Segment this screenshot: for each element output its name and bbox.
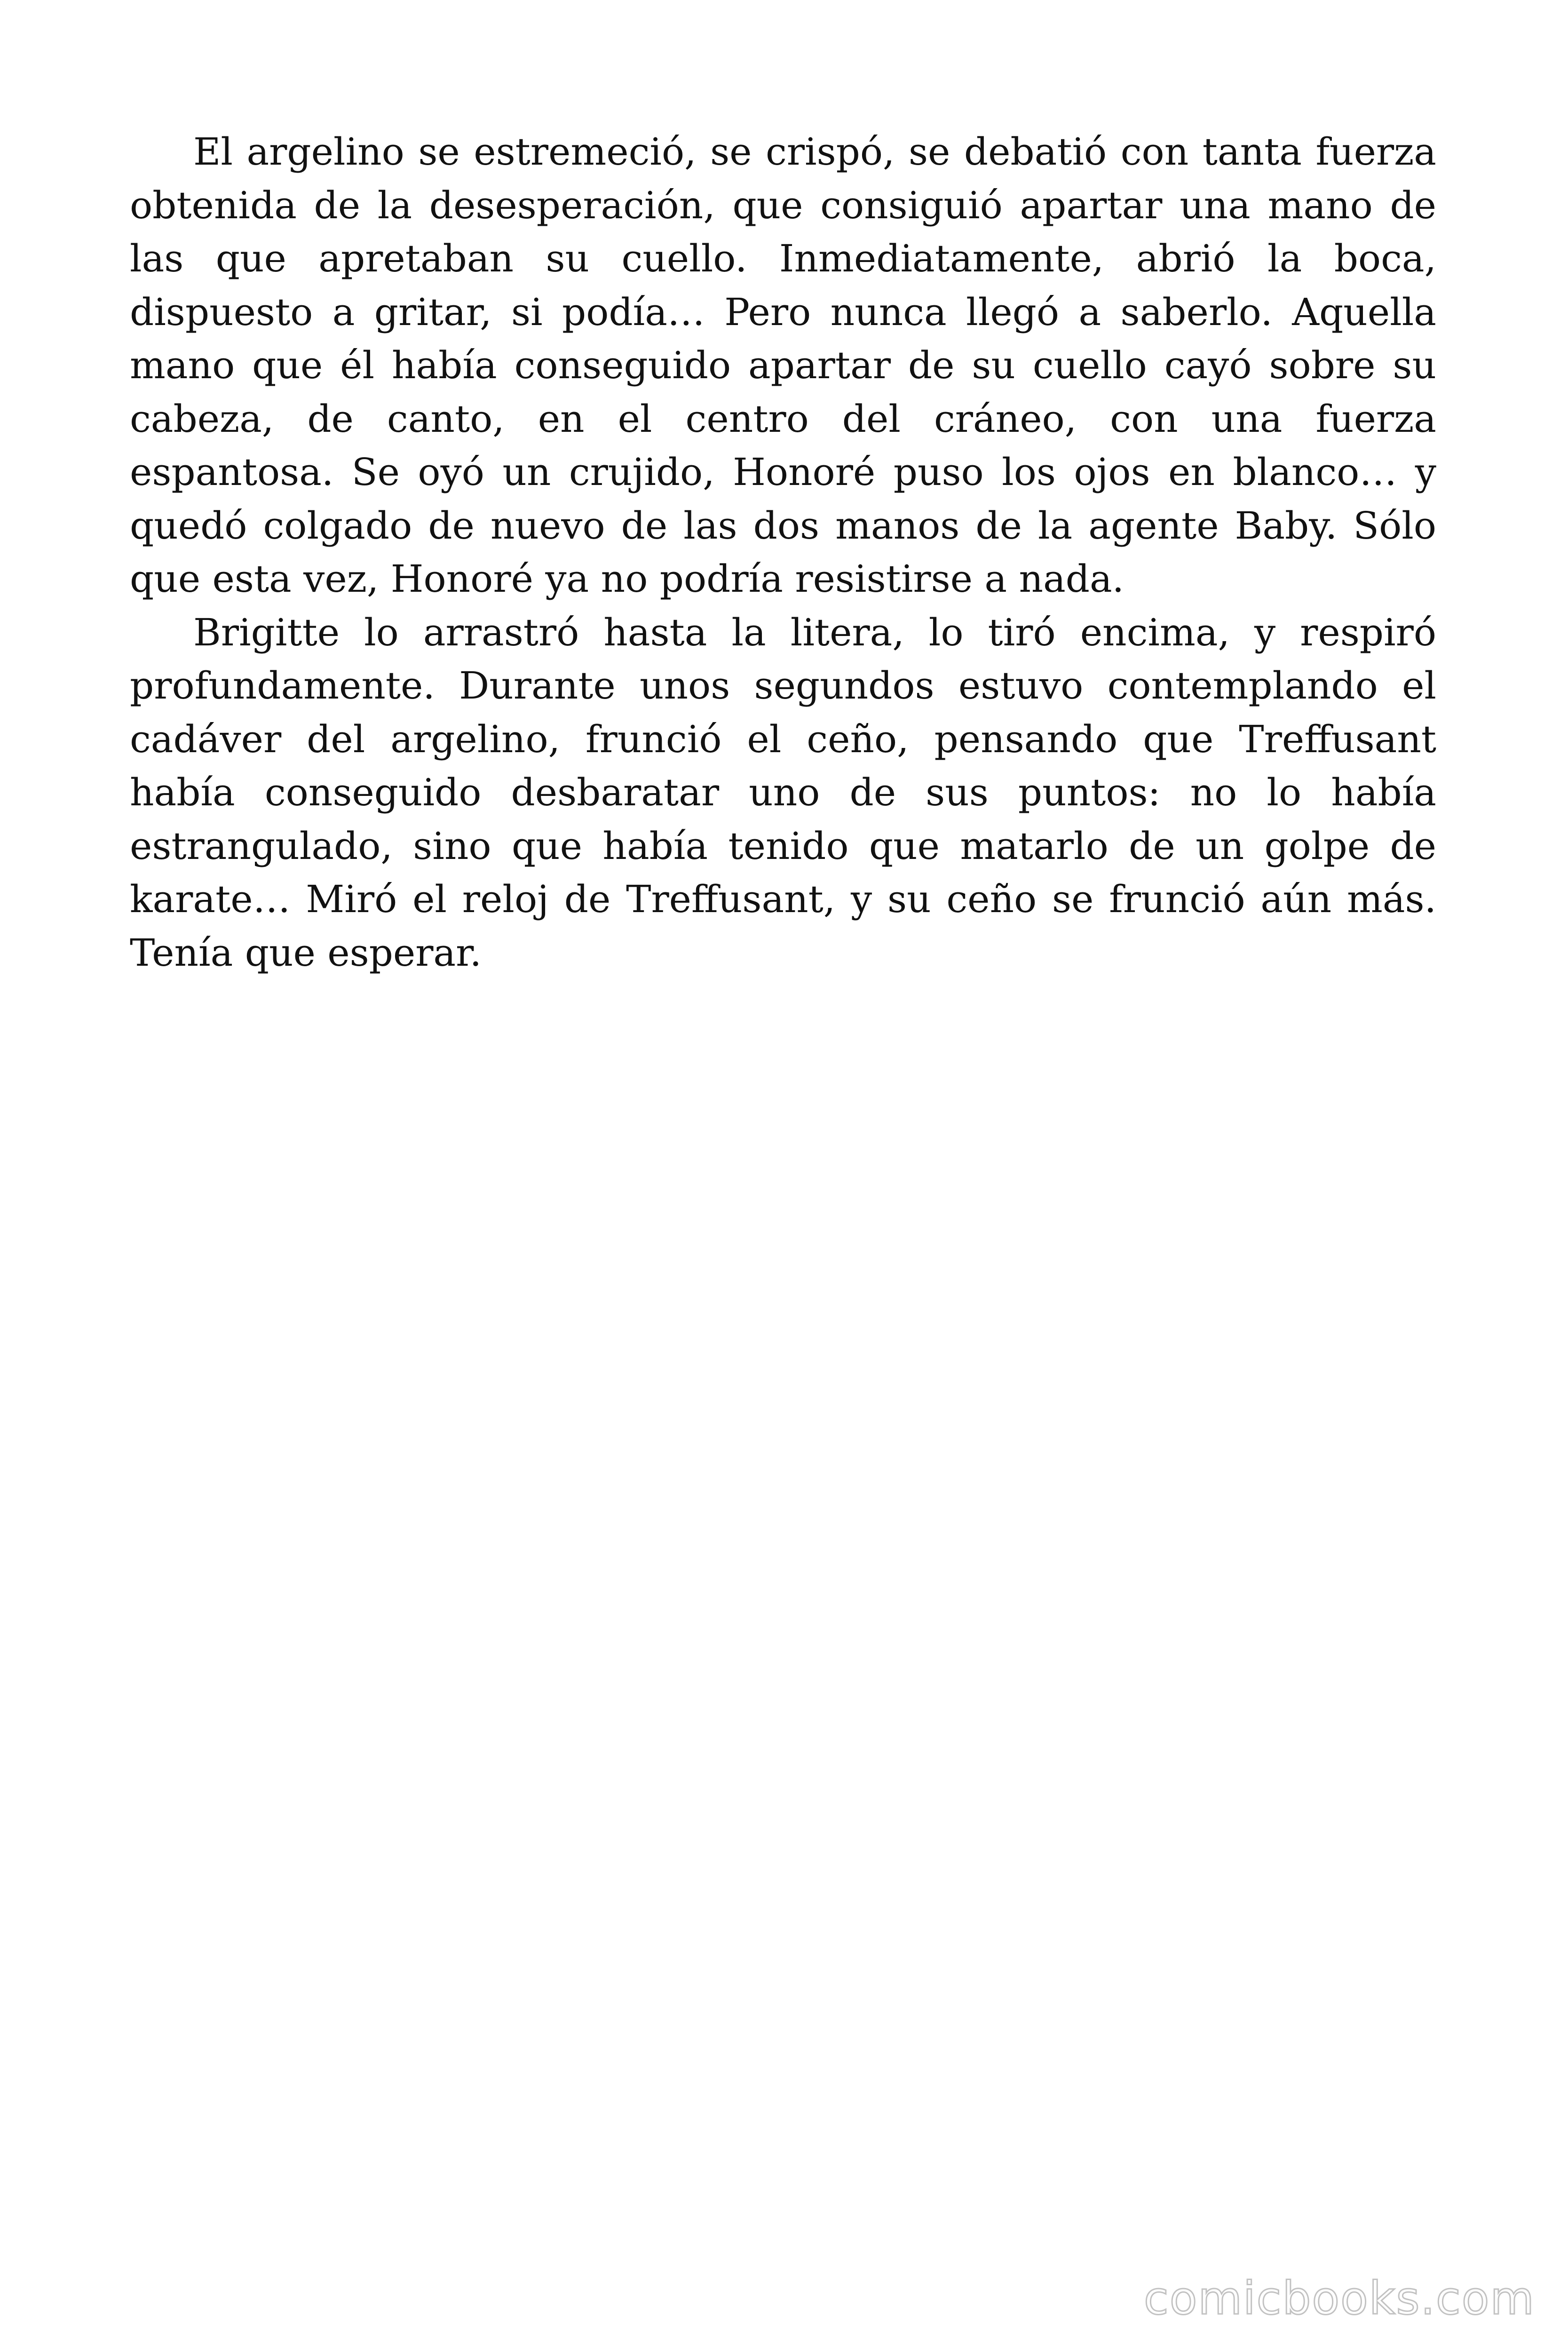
watermark: comicbooks.com [1143, 2272, 1535, 2325]
paragraph-2: Brigitte lo arrastró hasta la litera, lo tiró encima, y respiró profundamente. Durante unos segundos estuvo contemplando el cadáver del argelino, frunció el ceño, pensando que Treffusant había conseguido desbaratar uno de sus puntos: no lo había estrangulado, sino que había tenido que matarlo de un golpe de karate… Miró el reloj de Treffusant, y su ceño se frunció aún más. Tenía que esperar. [130, 610, 1436, 975]
body-text [130, 125, 1436, 979]
paragraph-1: El argelino se estremeció, se crispó, se debatió con tanta fuerza obtenida de la desesperación, que consiguió apartar una mano de las que apretaban su cuello. Inmediatamente, abrió la boca, dispuesto a gritar, si podía… Pero nunca llegó a saberlo. Aquella mano que él había conseguido apartar de su cuello cayó sobre su cabeza, de canto, en el centro del cráneo, con una fuerza espantosa. Se oyó un crujido, Honoré puso los ojos en blanco… y quedó colgado de nuevo de las dos manos de la agente Baby. Sólo que esta vez, Honoré ya no podría resistirse a nada. [130, 130, 1436, 601]
